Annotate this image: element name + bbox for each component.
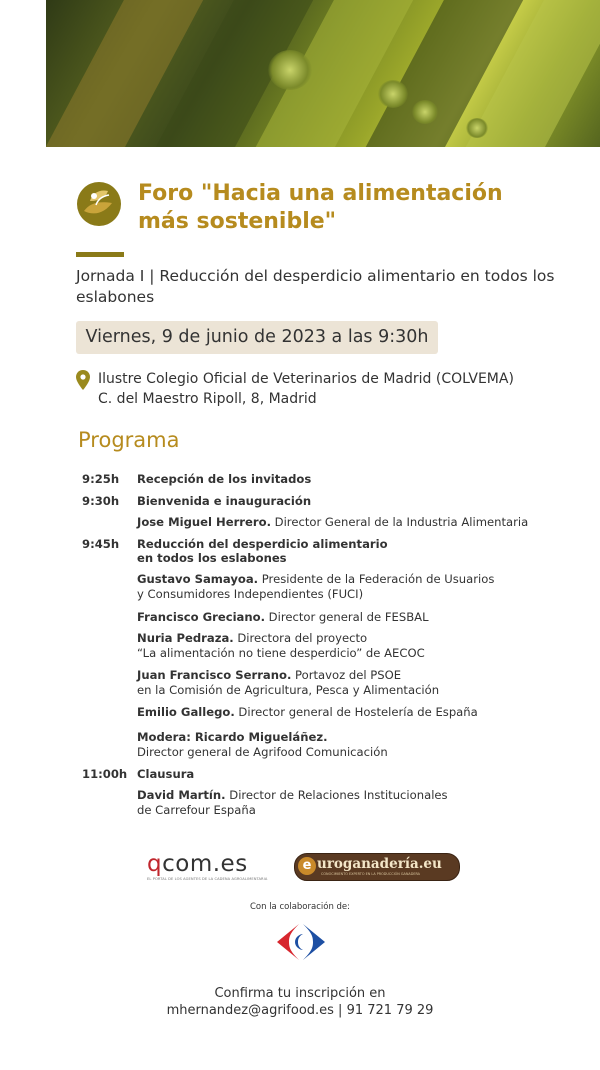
title-divider xyxy=(76,252,124,257)
program-title: Clausura xyxy=(137,767,195,781)
speaker-role-line2: y Consumidores Independientes (FUCI) xyxy=(137,587,364,601)
speaker-role: Director general de FESBAL xyxy=(264,610,429,624)
program-item xyxy=(82,767,552,823)
moderator-role: Director general de Agrifood Comunicación xyxy=(137,745,388,759)
qcom-logo-q: q xyxy=(147,851,163,877)
program-title: Recepción de los invitados xyxy=(137,472,312,486)
speaker xyxy=(137,668,557,698)
speaker xyxy=(137,631,557,661)
qcom-tagline: EL PORTAL DE LOS AGENTES DE LA CADENA AGROALIMENTARIA xyxy=(147,877,268,881)
speaker xyxy=(137,610,557,625)
event-subtitle: Jornada I | Reducción del desperdicio alimentario en todos los eslabones xyxy=(76,267,555,306)
venue-name: Ilustre Colegio Oficial de Veterinarios de Madrid (COLVEMA) xyxy=(98,371,514,387)
venue-street: C. del Maestro Ripoll, 8, Madrid xyxy=(98,391,317,407)
program-title: Bienvenida e inauguración xyxy=(137,494,312,508)
program-title-line2: en todos los eslabones xyxy=(137,551,287,565)
speaker-role: Presidente de la Federación de Usuarios xyxy=(258,572,495,586)
speaker-role: Director de Relaciones Institucionales xyxy=(225,788,448,802)
euroganaderia-logo-e: e xyxy=(298,857,316,875)
location-pin-icon xyxy=(76,370,90,390)
collaboration-label: Con la colaboración de: xyxy=(249,902,351,912)
qcom-logo xyxy=(147,851,273,887)
speaker xyxy=(137,788,557,818)
euroganaderia-logo-text: uroganadería.eu xyxy=(317,856,442,872)
program-time: 11:00h xyxy=(82,767,128,781)
speaker xyxy=(137,515,557,530)
program-item xyxy=(82,494,552,534)
program-time: 9:45h xyxy=(82,537,120,551)
program-item xyxy=(82,537,552,767)
program-title: Reducción del desperdicio alimentario xyxy=(137,537,388,551)
euroganaderia-tagline: CONOCIMIENTO EXPERTO EN LA PRODUCCIÓN GANADERA xyxy=(321,872,421,876)
speaker-role: Director general de Hostelería de España xyxy=(234,705,478,719)
program-time: 9:30h xyxy=(82,494,120,508)
speaker-name: Juan Francisco Serrano. xyxy=(137,668,292,682)
speaker-role: Portavoz del PSOE xyxy=(291,668,402,682)
leaf-logo-icon xyxy=(76,181,122,227)
speaker-role-line2: en la Comisión de Agricultura, Pesca y Alimentación xyxy=(137,683,440,697)
registration-email-phone: mhernandez@agrifood.es | 91 721 79 29 xyxy=(166,1003,434,1018)
qcom-logo-text: com.es xyxy=(162,851,248,877)
speaker-name: Jose Miguel Herrero. xyxy=(137,515,271,529)
registration-text: Confirma tu inscripción en xyxy=(214,986,386,1001)
speaker-name: Francisco Greciano. xyxy=(137,610,265,624)
speaker-name: Emilio Gallego. xyxy=(137,705,235,719)
speaker-name: Nuria Pedraza. xyxy=(137,631,234,645)
speaker-role: Directora del proyecto xyxy=(233,631,368,645)
programa-heading: Programa xyxy=(78,428,180,452)
speaker-name: Gustavo Samayoa. xyxy=(137,572,259,586)
speaker-name: David Martín. xyxy=(137,788,226,802)
speaker xyxy=(137,705,557,720)
registration-contact xyxy=(0,985,600,1019)
carrefour-logo xyxy=(273,922,329,962)
moderator xyxy=(137,730,557,760)
speaker-role-line2: de Carrefour España xyxy=(137,803,256,817)
event-date: Viernes, 9 de junio de 2023 a las 9:30h xyxy=(76,321,438,354)
speaker-role-line2: “La alimentación no tiene desperdicio” de AECOC xyxy=(137,646,425,660)
venue-address xyxy=(98,369,558,409)
speaker-role: Director General de la Industria Alimentaria xyxy=(270,515,529,529)
euroganaderia-logo xyxy=(294,853,460,881)
hero-field-photo xyxy=(46,0,600,147)
event-title: Foro "Hacia una alimentación más sostenible" xyxy=(138,181,503,234)
speaker xyxy=(137,572,557,602)
program-time: 9:25h xyxy=(82,472,120,486)
moderator-name: Modera: Ricardo Migueláñez. xyxy=(137,730,328,744)
